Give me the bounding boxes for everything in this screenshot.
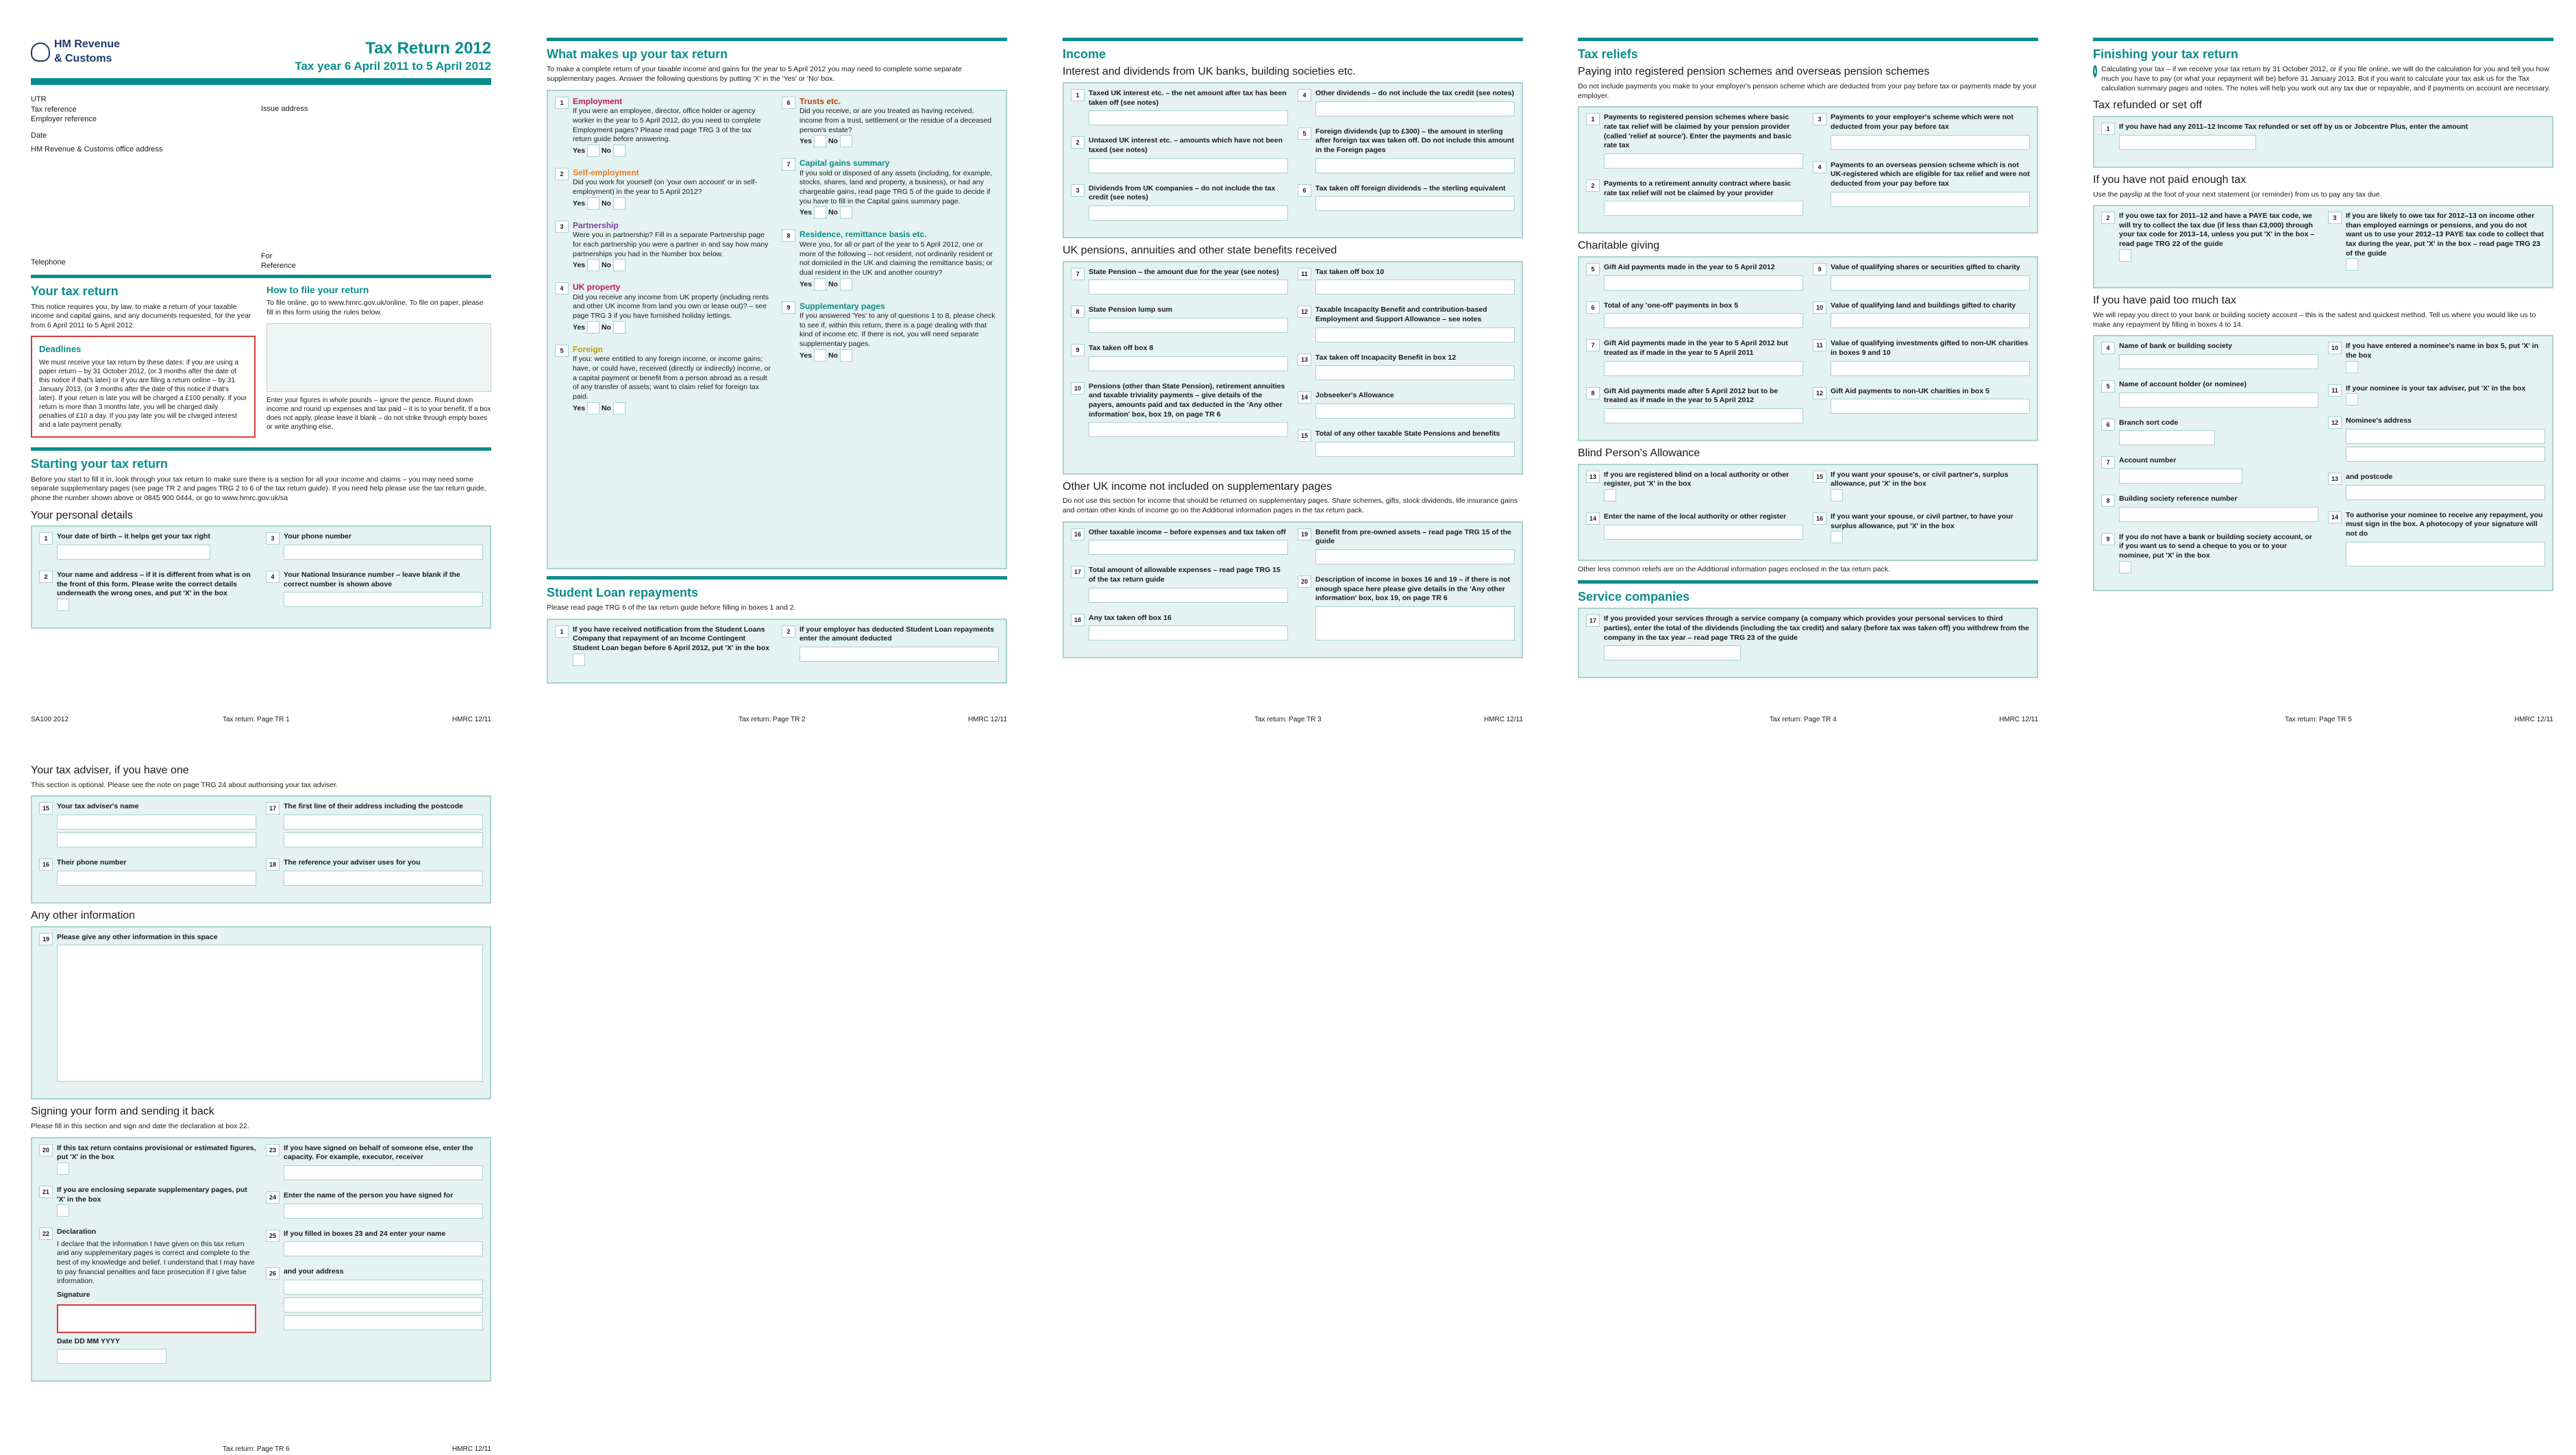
cheque-checkbox[interactable] (2119, 561, 2131, 573)
page-tr1 (31, 38, 491, 723)
other-info-input[interactable] (57, 945, 483, 1082)
office-label: HM Revenue & Customs office address (31, 145, 163, 154)
yes-label: Yes (573, 146, 586, 155)
box12-label: Taxable Incapacity Benefit and contribution-based Employment and Support Allowance – see notes (1315, 306, 1487, 324)
t2-checkbox[interactable] (2119, 249, 2131, 262)
section-income: Income (1063, 47, 1106, 61)
c9-input[interactable] (1831, 275, 2030, 290)
taxed-interest-input[interactable] (1089, 110, 1288, 125)
page-footer: Tax return: Page TR 4 (1770, 716, 1837, 723)
signing-panel: 20 If this tax return contains provisional or estimated figures, put 'X' in the box 21 If you are enclosing separate supplementary pages, put 'X' in the box 22 Declaration I declare that the information I have given on this tax return and any supplementary pages is correct and complete to the best of my knowledge and belief. I understand that I may have to pay financial penalties and face prosecution if I give false information. Signature Date DD MM YYYY 23 If you have signed on behalf of someone else, enter the capacity. For example, executor, receiver 24 Enter the name of the person you have signed for 25 If you filled in boxes 23 and 24 enter your name 26 and your address (31, 1137, 491, 1382)
supplementary-text: If you answered 'Yes' to any of questions 1 to 8, please check to see if, within this return, there is a page dealing with that kind of income etc. If there is not, you will need separate supplementary pages. (800, 312, 995, 349)
t3-checkbox[interactable] (2346, 258, 2358, 271)
supplementary-no[interactable] (840, 349, 852, 362)
page-tr2 (547, 38, 1007, 723)
other-benefits-input[interactable] (1315, 442, 1515, 457)
self-employment-title: Self-employment (573, 167, 639, 177)
rules-text: Enter your figures in whole pounds – ignore the pence. Round down income and round up expenses and tax paid – it is to your benefit. If a box does not apply, please leave it blank – do not strike through empty boxes or write anything else. (267, 396, 491, 431)
description-input[interactable] (1315, 606, 1515, 641)
employer-ref-label: Employer reference (31, 114, 97, 123)
form-code: SA100 2012 (31, 716, 69, 723)
box4-label: Your National Insurance number – leave blank if the correct number is shown above (284, 571, 460, 588)
info-text: Calculating your tax – if we receive your tax return by 31 October 2012, or if you file online, we will do the calculation for you and tell you how much you have to pay (or what your repayment will be) before 31 January 2013. But if you want to calculate your tax ask us for the Tax calculation summary pages and notes. The notes will help you work out any tax due or repayable, and if payments on account are necessary. (2101, 65, 2551, 92)
dob-input[interactable] (57, 545, 210, 560)
box16-label: Other taxable income – before expenses and tax taken off (1089, 527, 1286, 536)
page-tr5 (2093, 38, 2553, 723)
signing-intro: Please fill in this section and sign and date the declaration at box 22. (31, 1121, 249, 1130)
tax-ref-label: Tax reference (31, 105, 77, 114)
capital-gains-yes[interactable] (814, 206, 826, 219)
cheque-label: If you do not have a bank or building society account, or if you want us to send a cheque to you or to your nominee, put 'X' in the box (2119, 532, 2312, 560)
employment-text: If you were an employee, director, office holder or agency worker in the year to 5 April 2012, do you need to complete Employment pages? Please read page TRG 3 of the tax return guide before answering. (573, 107, 761, 144)
paid-too-much-subtitle: If you have paid too much tax (2093, 295, 2237, 307)
a18-label: The reference your adviser uses for you (284, 858, 421, 867)
nominee-address-input-2[interactable] (2346, 447, 2545, 462)
other-taxable-input[interactable] (1089, 540, 1288, 555)
adviser-title: Your tax adviser, if you have one (31, 764, 189, 776)
for-reference-label: For Reference (261, 251, 296, 270)
box4-label: Other dividends – do not include the tax credit (see notes) (1315, 89, 1514, 98)
yes-label: Yes (573, 199, 586, 208)
partnership-yes[interactable] (587, 259, 599, 271)
date-label: Date (31, 132, 47, 140)
c6-label: Total of any 'one-off' payments in box 5 (1604, 301, 1739, 310)
pension-schemes-subtitle: Paying into registered pension schemes and overseas pension schemes (1578, 66, 1930, 78)
page-footer: Tax return: Page TR 3 (1254, 716, 1322, 723)
section-tax-reliefs: Tax reliefs (1578, 47, 1638, 61)
no-label: No (601, 323, 611, 332)
box11-label: Tax taken off box 10 (1315, 267, 1385, 276)
refunded-panel: 1 If you have had any 2011–12 Income Tax refunded or set off by us or Jobcentre Plus, enter the amount (2093, 116, 2553, 168)
foreign-dividends-input[interactable] (1315, 158, 1515, 173)
sc17-input[interactable] (1604, 645, 1741, 660)
info-icon: i (2093, 65, 2097, 77)
sign-date-label: Date DD MM YYYY (57, 1336, 120, 1345)
relief1-input[interactable] (1604, 153, 1803, 169)
yes-label: Yes (800, 279, 813, 288)
box10-label: Pensions (other than State Pension), retirement annuities and taxable triviality payments – give details of the payers, amounts paid and tax deducted in the 'Any other information' box, box 19, on page TR 6 (1089, 382, 1285, 419)
t3-label: If you are likely to owe tax for 2012–13 on income other than employed earnings or pensions, and you do not want us to use your 2012–13 PAYE tax code to collect that tax during the year, put 'X' in the box – read page TRG 23 of the guide (2346, 212, 2544, 258)
not-paid-intro: Use the payslip at the foot of your next statement (or reminder) from us to pay any tax due. (2093, 190, 2382, 199)
utr-label: UTR (31, 95, 47, 104)
yes-label: Yes (573, 403, 586, 412)
other-income-subtitle: Other UK income not included on supplementary pages (1063, 480, 1333, 493)
capital-gains-text: If you sold or disposed of any assets (including, for example, stocks, shares, land and property, a business), or had any chargeable gains, read page TRG 5 of the guide to decide if you have to fill in the Capital gains summary page. (800, 169, 993, 206)
nominee-signature-input[interactable] (2346, 542, 2545, 567)
not-paid-subtitle: If you have not paid enough tax (2093, 173, 2246, 186)
tax-box10-input[interactable] (1315, 279, 1515, 295)
section-service-companies: Service companies (1578, 589, 1690, 604)
uk-property-no[interactable] (613, 321, 626, 334)
c12-label: Gift Aid payments to non-UK charities in box 5 (1831, 386, 1990, 395)
employment-title: Employment (573, 96, 623, 106)
employment-no[interactable] (613, 145, 626, 157)
slr-box2-label: If your employer has deducted Student Loan repayments enter the amount deducted (800, 625, 995, 643)
residence-title: Residence, remittance basis etc. (800, 229, 927, 240)
how-to-file-text: To file online, go to www.hmrc.gov.uk/online. To file on paper, please fill in this form using the rules below. (267, 299, 484, 316)
adviser-phone-input[interactable] (57, 871, 256, 886)
nominee-address-label: Nominee's address (2346, 416, 2412, 425)
c11-label: Value of qualifying investments gifted to non-UK charities in boxes 9 and 10 (1831, 339, 2029, 358)
incapacity-input[interactable] (1315, 327, 1515, 343)
box18-label: Any tax taken off box 16 (1089, 613, 1172, 622)
charitable-subtitle: Charitable giving (1578, 240, 1660, 252)
paid-too-much-intro: We will repay you direct to your bank or building society account – this is the safest and quickest method. Tell us where you would like us to make any repayment by filling in boxes 4 to 14. (2093, 311, 2536, 329)
supplementary-questions-panel: 1 Employment If you were an employee, director, office holder or agency worker in the year to 5 April 2012, do you need to complete Employment pages? Please read page TRG 3 of the tax return guide before answering. Yes No 2 Self-employment Did you work for yourself (on 'your own account' or in self-employment) in the year to 5 April 2012? Yes No 3 Partnership Were you in partnership? Fill in a separate Partnership page for each partnership you were a partner in and say how many partnerships you had in the Number box below. Yes No 4 UK property Did you receive any income from UK property (including rents and other UK income from land you own or lease out)? – see page TRG 3 if you have furnished holiday lettings. Yes No 5 Foreign If you: were entitled to any foreign income, or income gains; have, or could have, received (directly or indirectly) income, or a capital payment or benefit from a person abroad as a result of any transfer of assets; want to claim relief for foreign tax paid. Yes No 6 Trusts etc. Did you receive, or are you treated as having received, income from a trust, settlement or the residue of a deceased person's estate? Yes No 7 Capital gains summary If you sold or disposed of any assets (including, for example, stocks, shares, land and property, a business), or had any chargeable gains, read page TRG 5 of the guide to decide if you have to fill in the Capital gains summary page. Yes No 8 Residence, remittance basis etc. Were you, for all or part of the year to 5 April 2012, one or more of the following – not resident, not ordinarily resident or not domiciled in the UK and claiming the remittance basis; or dual resident in the UK and another country? Yes No 9 Supplementary pages If you answered 'Yes' to any of questions 1 to 8, please check to see if, within this return, there is a page dealing with that kind of income etc. If there is not, you will need separate supplementary pages. Yes No (547, 90, 1007, 569)
your-address-input-3[interactable] (284, 1315, 483, 1330)
trusts-text: Did you receive, or are you treated as having received, income from a trust, settlement or the residue of a deceased person's estate? (800, 107, 992, 134)
page-footer: Tax return: Page TR 1 (223, 716, 290, 723)
s20-label: If this tax return contains provisional or estimated figures, put 'X' in the box (57, 1143, 256, 1162)
yes-label: Yes (573, 261, 586, 269)
adviser-name-input[interactable] (57, 814, 256, 830)
no-label: No (828, 208, 838, 217)
slr-amount-input[interactable] (800, 647, 999, 662)
uk-dividends-input[interactable] (1089, 206, 1288, 221)
lump-sum-input[interactable] (1089, 318, 1288, 333)
a19-label: Please give any other information in this space (57, 932, 218, 941)
b13-checkbox[interactable] (1604, 489, 1616, 501)
residence-text: Were you, for all or part of the year to 5 April 2012, one or more of the following – not resident, not ordinarily resident or not domiciled in the UK and claiming the remittance basis; or dual resident in the UK and another country? (800, 240, 993, 277)
what-makes-up-intro: To make a complete return of your taxable income and gains for the year to 5 April 2012 you may need to complete some separate supplementary pages. Answer the following questions by putting 'X' in the 'Yes' or 'No' box. (547, 65, 962, 84)
untaxed-interest-input[interactable] (1089, 158, 1288, 173)
capital-gains-no[interactable] (840, 206, 852, 219)
t1-label: If you have had any 2011–12 Income Tax refunded or set off by us or Jobcentre Plus, enter the amount (2119, 123, 2468, 132)
box6-label: Tax taken off foreign dividends – the sterling equivalent (1315, 184, 1506, 192)
telephone-label: Telephone (31, 258, 66, 266)
interest-subtitle: Interest and dividends from UK banks, building societies etc. (1063, 66, 1356, 78)
deadlines-box (31, 336, 256, 438)
c10-input[interactable] (1831, 313, 2030, 328)
page-footer: Tax return: Page TR 6 (223, 1445, 290, 1453)
adviser-address-input-2[interactable] (284, 832, 483, 847)
nominee-checkbox[interactable] (2346, 361, 2358, 373)
blind-allowance-subtitle: Blind Person's Allowance (1578, 447, 1700, 459)
box7-label: State Pension – the amount due for the year (see notes) (1089, 267, 1279, 276)
personal-details-panel: 1 Your date of birth – it helps get your tax right 2 Your name and address – if it is different from what is on the front of this form. Please write the correct details underneath the wrong ones, and put 'X' in the box 3 Your phone number 4 Your National Insurance number – leave blank if the correct number is shown above (31, 525, 491, 629)
pensions-input[interactable] (1089, 422, 1288, 437)
blind-allowance-panel: 13 If you are registered blind on a local authority or other register, put 'X' in the box 14 Enter the name of the local authority or other register 15 If you want your spouse's, or civil partner's, surplus allowance, put 'X' in the box 16 If you want your spouse, or civil partner, to have your surplus allowance, put 'X' in the box (1578, 464, 2038, 562)
phone-input[interactable] (284, 545, 483, 560)
signature-input[interactable] (57, 1304, 256, 1333)
partnership-text: Were you in partnership? Fill in a separate Partnership page for each partnership you were a partner in and say how many partnerships you had in the Number box below. (573, 231, 769, 258)
nominee-label: If you have entered a nominee's name in box 5, put 'X' in the box (2346, 342, 2539, 360)
student-loan-panel: 1 If you have received notification from the Student Loans Company that repayment of an Income Contingent Student Loan began before 6 April 2012, put 'X' in the box 2 If your employer has deducted Student Loan repayments enter the amount deducted (547, 619, 1007, 684)
no-label: No (828, 351, 838, 360)
uk-property-title: UK property (573, 282, 621, 293)
page-tr6 (31, 764, 491, 1452)
c9-label: Value of qualifying shares or securities gifted to charity (1831, 263, 2020, 272)
yes-label: Yes (800, 136, 813, 145)
a17-label: The first line of their address including the postcode (284, 802, 463, 811)
jsa-input[interactable] (1315, 403, 1515, 419)
yes-label: Yes (573, 323, 586, 332)
adviser-nominee-checkbox[interactable] (2346, 393, 2358, 406)
employment-yes[interactable] (587, 145, 599, 157)
box3-label: Your phone number (284, 532, 351, 541)
adviser-name-input-2[interactable] (57, 832, 256, 847)
relief4-label: Payments to an overseas pension scheme which is not UK-registered which are eligible for tax relief and were not deducted from your pay before tax (1831, 160, 2030, 188)
section-what-makes-up: What makes up your tax return (547, 47, 728, 61)
foreign-yes[interactable] (587, 402, 599, 414)
box20-label: Description of income in boxes 16 and 19 – if there is not enough space here please give details in the 'Any other information' box, box 19, on page TR 6 (1315, 575, 1511, 603)
personal-details-title: Your personal details (31, 509, 133, 521)
box19-label: Benefit from pre-owned assets – read page TRG 15 of the guide (1315, 527, 1511, 546)
postcode-label: and postcode (2346, 473, 2393, 482)
starting-text: Before you start to fill it in, look through your tax return to make sure there is a section for all your income and claims – you may need some separate supplementary pages (see page TR 2 and pages TRG 2 to 6 of the tax return guide). If you need help please use the tax return guide, phone the number shown above or 0845 900 0444, or go to www.hmrc.gov.uk/sa (31, 475, 486, 503)
self-employment-no[interactable] (613, 197, 626, 210)
holder-input[interactable] (2119, 393, 2318, 408)
no-label: No (828, 279, 838, 288)
box13-label: Tax taken off Incapacity Benefit in box 12 (1315, 353, 1457, 362)
bank-name-input[interactable] (2119, 354, 2318, 369)
state-pension-input[interactable] (1089, 279, 1288, 295)
c10-label: Value of qualifying land and buildings gifted to charity (1831, 301, 2016, 310)
service-companies-panel: 17 If you provided your services through a service company (a company which provides your personal services to third parties), enter the total of the dividends (including the tax credit) and salary (before tax was taken off) you withdrew from the company in the tax year – read page TRG 23 of the guide (1578, 608, 2038, 678)
yes-label: Yes (800, 208, 813, 217)
pension-relief-panel: 1 Payments to registered pension schemes where basic rate tax relief will be claimed by your pension provider (called 'relief at source'). Enter the payments and basic rate tax 2 Payments to a retirement annuity contract where basic rate tax relief will not be claimed by your provider 3 Payments to your employer's scheme which were not deducted from your pay before tax 4 Payments to an overseas pension scheme which is not UK-registered which are eligible for tax relief and were not deducted from your pay before tax (1578, 106, 2038, 234)
account-number-label: Account number (2119, 456, 2177, 465)
c8-label: Gift Aid payments made after 5 April 2012 but to be treated as if made in the year to 5 April 2012 (1604, 386, 1779, 405)
no-label: No (601, 403, 611, 412)
your-name-input[interactable] (284, 1241, 483, 1256)
b13-label: If you are registered blind on a local authority or other register, put 'X' in the box (1604, 470, 1789, 488)
sort-code-input[interactable] (2119, 430, 2215, 445)
s25-label: If you filled in boxes 23 and 24 enter your name (284, 1229, 446, 1238)
postcode-input[interactable] (2346, 485, 2545, 500)
deadlines-title: Deadlines (39, 344, 82, 355)
name-change-checkbox[interactable] (57, 599, 69, 611)
partnership-title: Partnership (573, 220, 619, 230)
foreign-text: If you: were entitled to any foreign income, or income gains; have, or could have, received (directly or indirectly) income, or a capital payment or benefit from a person abroad as a result of any transfer of assets; want to claim relief for foreign tax paid. (573, 355, 771, 401)
box14-label: Jobseeker's Allowance (1315, 391, 1394, 400)
yes-label: Yes (800, 351, 813, 360)
section-your-tax-return: Your tax return (31, 284, 119, 299)
a15-label: Your tax adviser's name (57, 802, 139, 811)
nominee-address-input[interactable] (2346, 429, 2545, 444)
residence-no[interactable] (840, 278, 852, 290)
pre-owned-input[interactable] (1315, 549, 1515, 564)
section-finishing: Finishing your tax return (2093, 47, 2239, 61)
not-paid-panel: 2 If you owe tax for 2011–12 and have a PAYE tax code, we will try to collect the tax due (if less than £3,000) through your tax code for 2013–14, unless you put 'X' in the box – read page TRG 22 of the guide 3 If you are likely to owe tax for 2012–13 on income other than employed earnings or pensions, and you do not want us to use your 2012–13 PAYE tax code to collect that tax during the year, put 'X' in the box – read page TRG 23 of the guide (2093, 205, 2553, 288)
signed-for-input[interactable] (284, 1204, 483, 1219)
refund-input[interactable] (2119, 135, 2256, 150)
pension-schemes-intro: Do not include payments you make to your employer's pension scheme which are deducted from your pay before tax or payments made by your employer. (1578, 82, 2037, 100)
revision: HMRC 12/11 (967, 716, 1007, 723)
example-illustration (267, 323, 491, 392)
sign-date-input[interactable] (57, 1349, 166, 1364)
residence-yes[interactable] (814, 278, 826, 290)
supplementary-yes[interactable] (814, 349, 826, 362)
adviser-ref-input[interactable] (284, 871, 483, 886)
page-footer: Tax return: Page TR 2 (739, 716, 806, 723)
pensions-panel: 7 State Pension – the amount due for the year (see notes) 8 State Pension lump sum 9 Tax taken off box 8 10 Pensions (other than State Pension), retirement annuities and taxable triviality payments – give details of the payers, amounts paid and tax deducted in the 'Any other information' box, box 19, on page TR 6 11 Tax taken off box 10 12 Taxable Incapacity Benefit and contribution-based Employment and Support Allowance – see notes 13 Tax taken off Incapacity Benefit in box 12 14 Jobseeker's Allowance 15 Total of any other taxable State Pensions and benefits (1063, 261, 1523, 475)
c11-input[interactable] (1831, 361, 2030, 376)
revision: HMRC 12/11 (451, 1445, 491, 1453)
c7-label: Gift Aid payments made in the year to 5 April 2012 but treated as if made in the year to 5 April 2011 (1604, 339, 1788, 358)
partnership-no[interactable] (613, 259, 626, 271)
s24-label: Enter the name of the person you have signed for (284, 1191, 454, 1199)
issue-address-label: Issue address (261, 105, 308, 114)
no-label: No (601, 146, 611, 155)
box1-label: Taxed UK interest etc. – the net amount after tax has been taken off (see notes) (1089, 89, 1287, 107)
adviser-intro: This section is optional. Please see the note on page TRG 24 about authorising your tax adviser. (31, 780, 338, 789)
other-dividends-input[interactable] (1315, 101, 1515, 116)
signing-title: Signing your form and sending it back (31, 1106, 214, 1118)
provisional-checkbox[interactable] (57, 1162, 69, 1175)
b15-label: If you want your spouse's, or civil partner's, surplus allowance, put 'X' in the box (1831, 470, 2009, 488)
relief4-input[interactable] (1831, 192, 2030, 207)
box5-label: Foreign dividends (up to £300) – the amount in sterling after foreign tax was taken off. Do not include this amount in the Foreign pages (1315, 127, 1514, 155)
box3-label: Dividends from UK companies – do not include the tax credit (see notes) (1089, 184, 1276, 202)
your-address-input[interactable] (284, 1280, 483, 1295)
holder-label: Name of account holder (or nominee) (2119, 380, 2247, 389)
tax-box12-input[interactable] (1315, 365, 1515, 380)
charitable-panel: 5 Gift Aid payments made in the year to 5 April 2012 6 Total of any 'one-off' payments in box 5 7 Gift Aid payments made in the year to 5 April 2012 but treated as if made in the year to 5 April 2011 8 Gift Aid payments made after 5 April 2012 but to be treated as if made in the year to 5 April 2012 9 Value of qualifying shares or securities gifted to charity 10 Value of qualifying land and buildings gifted to charity 11 Value of qualifying investments gifted to non-UK charities in boxes 9 and 10 12 Gift Aid payments to non-UK charities in box 5 (1578, 256, 2038, 441)
c5-input[interactable] (1604, 275, 1803, 290)
trusts-no[interactable] (840, 135, 852, 147)
other-income-intro: Do not use this section for income that should be returned on supplementary pages. Share schemes, gifts, stock dividends, life insurance gains and certain other kinds of income go on the Additional information pages in the tax return pack. (1063, 497, 1518, 515)
bank-name-label: Name of bank or building society (2119, 342, 2233, 351)
supplementary-title: Supplementary pages (800, 301, 885, 311)
box2-label: Your name and address – if it is different from what is on the front of this form. Please write the correct details underneath the wrong ones, and put 'X' in the box (57, 571, 251, 598)
crest-icon (31, 42, 50, 62)
b15-checkbox[interactable] (1831, 489, 1843, 501)
c5-label: Gift Aid payments made in the year to 5 April 2012 (1604, 263, 1775, 272)
slr-checkbox[interactable] (573, 654, 585, 666)
page-tr3 (1063, 38, 1523, 723)
page-footer: Tax return: Page TR 5 (2285, 716, 2352, 723)
your-address-input-2[interactable] (284, 1297, 483, 1313)
section-starting: Starting your tax return (31, 457, 169, 471)
uk-property-text: Did you receive any income from UK property (including rents and other UK income from land you own or lease out)? – see page TRG 3 if you have furnished holiday lettings. (573, 293, 769, 321)
c6-input[interactable] (1604, 313, 1803, 328)
relief3-label: Payments to your employer's scheme which were not deducted from your pay before tax (1831, 113, 2014, 132)
foreign-no[interactable] (613, 402, 626, 414)
b16-checkbox[interactable] (1831, 531, 1843, 543)
capital-gains-title: Capital gains summary (800, 158, 890, 169)
ytr-text: This notice requires you, by law, to make a return of your taxable income and capital gains, and any documents requested, for the year from 6 April 2011 to 5 April 2012. (31, 302, 251, 329)
student-loan-intro: Please read page TRG 6 of the tax return guide before filling in boxes 1 and 2. (547, 604, 796, 612)
b14-label: Enter the name of the local authority or other register (1604, 512, 1787, 521)
interest-panel: 1 Taxed UK interest etc. – the net amount after tax has been taken off (see notes) 2 Untaxed UK interest etc. – amounts which have not been taxed (see notes) 3 Dividends from UK companies – do not include the tax credit (see notes) 4 Other dividends – do not include the tax credit (see notes) 5 Foreign dividends (up to £300) – the amount in sterling after foreign tax was taken off. Do not include this amount in the Foreign pages 6 Tax taken off foreign dividends – the sterling equivalent (1063, 82, 1523, 238)
supplementary-checkbox[interactable] (57, 1204, 69, 1217)
sort-code-label: Branch sort code (2119, 418, 2179, 427)
form-title: Tax Return 2012 (365, 39, 491, 58)
deadlines-text: We must receive your tax return by these dates: if you are using a paper return – by 31 October 2012, (or 3 months after the date of this notice if that's later) or if you are filing a return online – by 31 January 2013, (or 3 months after the date of this notice if that's later). If your return is late you will be charged a £100 penalty. If your return is more than 3 months late, you will be charged daily penalties of £10 a day. If you pay late you will be charged interest and a late payment penalty. (39, 359, 247, 430)
self-employment-text: Did you work for yourself (on 'your own account' or in self-employment) in the year to 5 April 2012? (573, 178, 757, 197)
trusts-title: Trusts etc. (800, 96, 841, 106)
other-info-title: Any other information (31, 909, 136, 921)
repayment-panel: 4 Name of bank or building society 5 Name of account holder (or nominee) 6 Branch sort code 7 Account number 8 Building society reference number 9 If you do not have a bank or building society account, or if you want us to send a cheque to you or to your nominee, put 'X' in the box 10 If you have entered a nominee's name in box 5, put 'X' in the box 11 If your nominee is your tax adviser, put 'X' in the box 12 Nominee's address 13 and postcode 14 To authorise your nominee to receive any repayment, you must sign in the box. A photocopy of your signature will not do (2093, 335, 2553, 590)
nominee-sign-label: To authorise your nominee to receive any repayment, you must sign in the box. A photocopy of your signature will not do (2346, 510, 2543, 538)
uk-property-yes[interactable] (587, 321, 599, 334)
relief1-label: Payments to registered pension schemes where basic rate tax relief will be claimed by your pension provider (called 'relief at source'). Enter the payments and basic rate tax (1604, 113, 1792, 150)
capacity-input[interactable] (284, 1165, 483, 1180)
slr-box1-label: If you have received notification from the Student Loans Company that repayment of an Income Contingent Student Loan began before 6 April 2012, put 'X' in the box (573, 625, 769, 652)
box9-label: Tax taken off box 8 (1089, 344, 1154, 353)
s23-label: If you have signed on behalf of someone else, enter the capacity. For example, executor, receiver (284, 1143, 473, 1162)
tax-box16-input[interactable] (1089, 625, 1288, 641)
pensions-subtitle: UK pensions, annuities and other state benefits received (1063, 245, 1337, 257)
revision: HMRC 12/11 (1483, 716, 1523, 723)
self-employment-yes[interactable] (587, 197, 599, 210)
signature-label: Signature (57, 1291, 90, 1299)
bs-ref-input[interactable] (2119, 507, 2318, 522)
revision: HMRC 12/11 (1998, 716, 2038, 723)
s21-label: If you are enclosing separate supplementary pages, put 'X' in the box (57, 1185, 247, 1204)
adviser-nominee-label: If your nominee is your tax adviser, put 'X' in the box (2346, 384, 2526, 393)
s26-label: and your address (284, 1267, 344, 1276)
refunded-subtitle: Tax refunded or set off (2093, 99, 2202, 112)
relief2-input[interactable] (1604, 201, 1803, 216)
adviser-address-input[interactable] (284, 814, 483, 830)
trusts-yes[interactable] (814, 135, 826, 147)
other-income-panel: 16 Other taxable income – before expenses and tax taken off 17 Total amount of allowable expenses – read page TRG 15 of the tax return guide 18 Any tax taken off box 16 19 Benefit from pre-owned assets – read page TRG 15 of the guide 20 Description of income in boxes 16 and 19 – if there is not enough space here please give details in the 'Any other information' box, box 19, on page TR 6 (1063, 521, 1523, 659)
sc17-label: If you provided your services through a service company (a company which provides your personal services to third parties), enter the total of the dividends (including the tax credit) and salary (before tax was taken off) you withdrew from the company in the tax year – read page TRG 23 of the guide (1604, 614, 2029, 642)
hmrc-logo (31, 38, 129, 66)
c7-input[interactable] (1604, 361, 1803, 376)
revision: HMRC 12/11 (451, 716, 491, 723)
revision: HMRC 12/11 (2514, 716, 2553, 723)
t2-label: If you owe tax for 2011–12 and have a PAYE tax code, we will try to collect the tax due (if less than £3,000) through your tax code for 2013–14, unless you put 'X' in the box – read page TRG 22 of the guide (2119, 212, 2315, 249)
account-number-input[interactable] (2119, 469, 2242, 484)
bs-ref-label: Building society reference number (2119, 495, 2238, 503)
how-to-file-title: How to file your return (267, 284, 369, 296)
relief3-input[interactable] (1831, 135, 2030, 150)
reliefs-note: Other less common reliefs are on the Additional information pages enclosed in the tax return pack. (1578, 565, 1890, 574)
form-subtitle: Tax year 6 April 2011 to 5 April 2012 (295, 60, 491, 73)
page-tr4 (1578, 38, 2038, 723)
tax-box8-input[interactable] (1089, 356, 1288, 371)
foreign-tax-input[interactable] (1315, 196, 1515, 211)
brand-name: HM Revenue & Customs (54, 38, 121, 64)
box8-label: State Pension lump sum (1089, 306, 1172, 314)
b14-input[interactable] (1604, 525, 1803, 540)
c8-input[interactable] (1604, 408, 1803, 423)
a16-label: Their phone number (57, 858, 127, 867)
other-info-panel: 19 Please give any other information in this space (31, 926, 491, 1100)
c12-input[interactable] (1831, 399, 2030, 414)
box2-label: Untaxed UK interest etc. – amounts which have not been taxed (see notes) (1089, 136, 1283, 155)
box15-label: Total of any other taxable State Pensions and benefits (1315, 430, 1500, 438)
no-label: No (601, 261, 611, 269)
adviser-panel: 15 Your tax adviser's name 16 Their phone number 17 The first line of their address including the postcode 18 The reference your adviser uses for you (31, 795, 491, 903)
b16-label: If you want your spouse, or civil partner, to have your surplus allowance, put 'X' in the box (1831, 512, 2014, 530)
no-label: No (828, 136, 838, 145)
expenses-input[interactable] (1089, 588, 1288, 603)
declaration-title: Declaration (57, 1228, 97, 1236)
relief2-label: Payments to a retirement annuity contract where basic rate tax relief will not be claimed by your provider (1604, 179, 1792, 197)
declaration-text: I declare that the information I have given on this tax return and any supplementary pages is correct and complete to the best of my knowledge and belief. I understand that I may have to pay financial penalties and face prosecution if I give false information. (57, 1239, 255, 1286)
section-student-loan: Student Loan repayments (547, 585, 699, 599)
box17-label: Total amount of allowable expenses – read page TRG 15 of the tax return guide (1089, 566, 1280, 584)
ni-number-input[interactable] (284, 592, 483, 607)
foreign-title: Foreign (573, 344, 603, 354)
no-label: No (601, 199, 611, 208)
box1-label: Your date of birth – it helps get your tax right (57, 532, 210, 541)
